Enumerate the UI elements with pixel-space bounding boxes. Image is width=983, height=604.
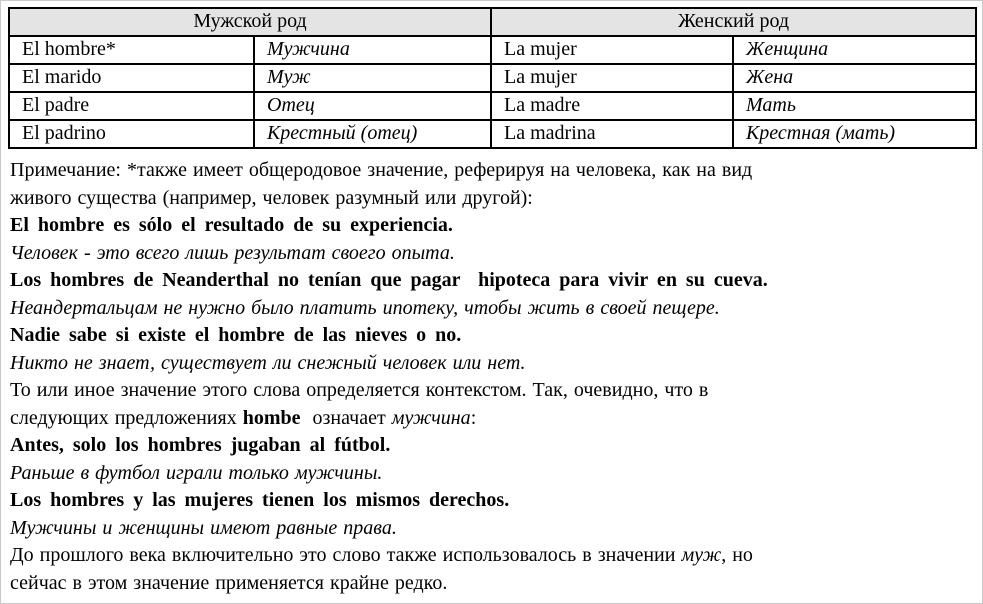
text-line [10,267,973,295]
table-row [9,64,976,92]
text-line [10,212,973,240]
text-segment-regular: следующих предложениях [10,406,243,429]
text-segment-bold: El hombre es sólo el resultado de su experiencia. [10,214,453,236]
text-segment-bold: Nadie sabe si existe el hombre de las nieves o no. [10,324,462,346]
text-segment-regular: живого существа (например, человек разумный или другой): [10,186,533,209]
spanish-word-cell: El hombre* [9,36,254,64]
table-header-feminine: Женский род [491,8,976,36]
text-line [10,350,973,378]
text-line [10,377,973,405]
russian-translation-cell: Отец [254,92,491,120]
text-segment-regular: , но [721,544,753,566]
text-segment-bold: Antes, solo los hombres jugaban al fútbol. [10,434,391,456]
text-segment-italic: мужчина [391,406,471,429]
spanish-word-cell: La mujer [491,36,733,64]
russian-translation-cell: Жена [733,64,976,92]
text-segment-regular: сейчас в этом значение применяется крайне редко. [10,571,448,594]
text-segment-regular: До прошлого века включительно это слово также использовалось в значении [10,544,682,566]
spanish-word-cell: La madre [491,92,733,120]
russian-translation-cell: Муж [254,64,491,92]
spanish-word-cell: El padrino [9,120,254,148]
table-row [9,92,976,120]
text-segment-italic: Человек - это всего лишь результат своего опыта. [10,241,455,264]
text-segment-regular: : [470,406,477,429]
gender-table [8,7,977,149]
text-line [10,432,973,460]
text-line [10,322,973,350]
russian-translation-cell: Мать [733,92,976,120]
text-line [10,570,973,598]
text-line [10,157,973,185]
russian-translation-cell: Крестный (отец) [254,120,491,148]
text-line [10,460,973,488]
text-segment-italic: Мужчины и женщины имеют равные права. [10,516,397,539]
text-segment-italic: Раньше в футбол играли только мужчины. [10,461,383,484]
text-segment-bold: Los hombres de Neanderthal no tenían que pagar hipoteca para vivir en su cueva. [10,269,768,291]
text-segment-bold: hombe [242,406,301,429]
text-line [10,240,973,268]
gender-table-body [9,36,976,148]
text-segment-italic: Неандертальцам не нужно было платить ипотеку, чтобы жить в своей пещере. [10,296,720,319]
table-row [9,120,976,148]
russian-translation-cell: Мужчина [254,36,491,64]
table-header-masculine: Мужской род [9,8,491,36]
russian-translation-cell: Крестная (мать) [733,120,976,148]
text-segment-regular: То или иное значение этого слова определяется контекстом. Так, очевидно, что в [10,379,709,401]
text-segment-italic: муж [681,544,722,566]
text-line [10,405,973,433]
text-segment-bold: Los hombres y las mujeres tienen los mismos derechos. [10,489,510,511]
text-segment-regular: означает [300,406,392,429]
notes-text [8,157,975,597]
spanish-word-cell: La mujer [491,64,733,92]
text-line [10,542,973,570]
text-line [10,487,973,515]
spanish-word-cell: El padre [9,92,254,120]
text-segment-italic: Никто не знает, существует ли снежный человек или нет. [10,351,526,374]
spanish-word-cell: La madrina [491,120,733,148]
table-row [9,36,976,64]
text-segment-regular: Примечание: *также имеет общеродовое значение, реферируя на человека, как на вид [10,159,753,181]
text-line [10,185,973,213]
spanish-word-cell: El marido [9,64,254,92]
russian-translation-cell: Женщина [733,36,976,64]
table-header-row [9,8,976,36]
text-line [10,515,973,543]
text-line [10,295,973,323]
